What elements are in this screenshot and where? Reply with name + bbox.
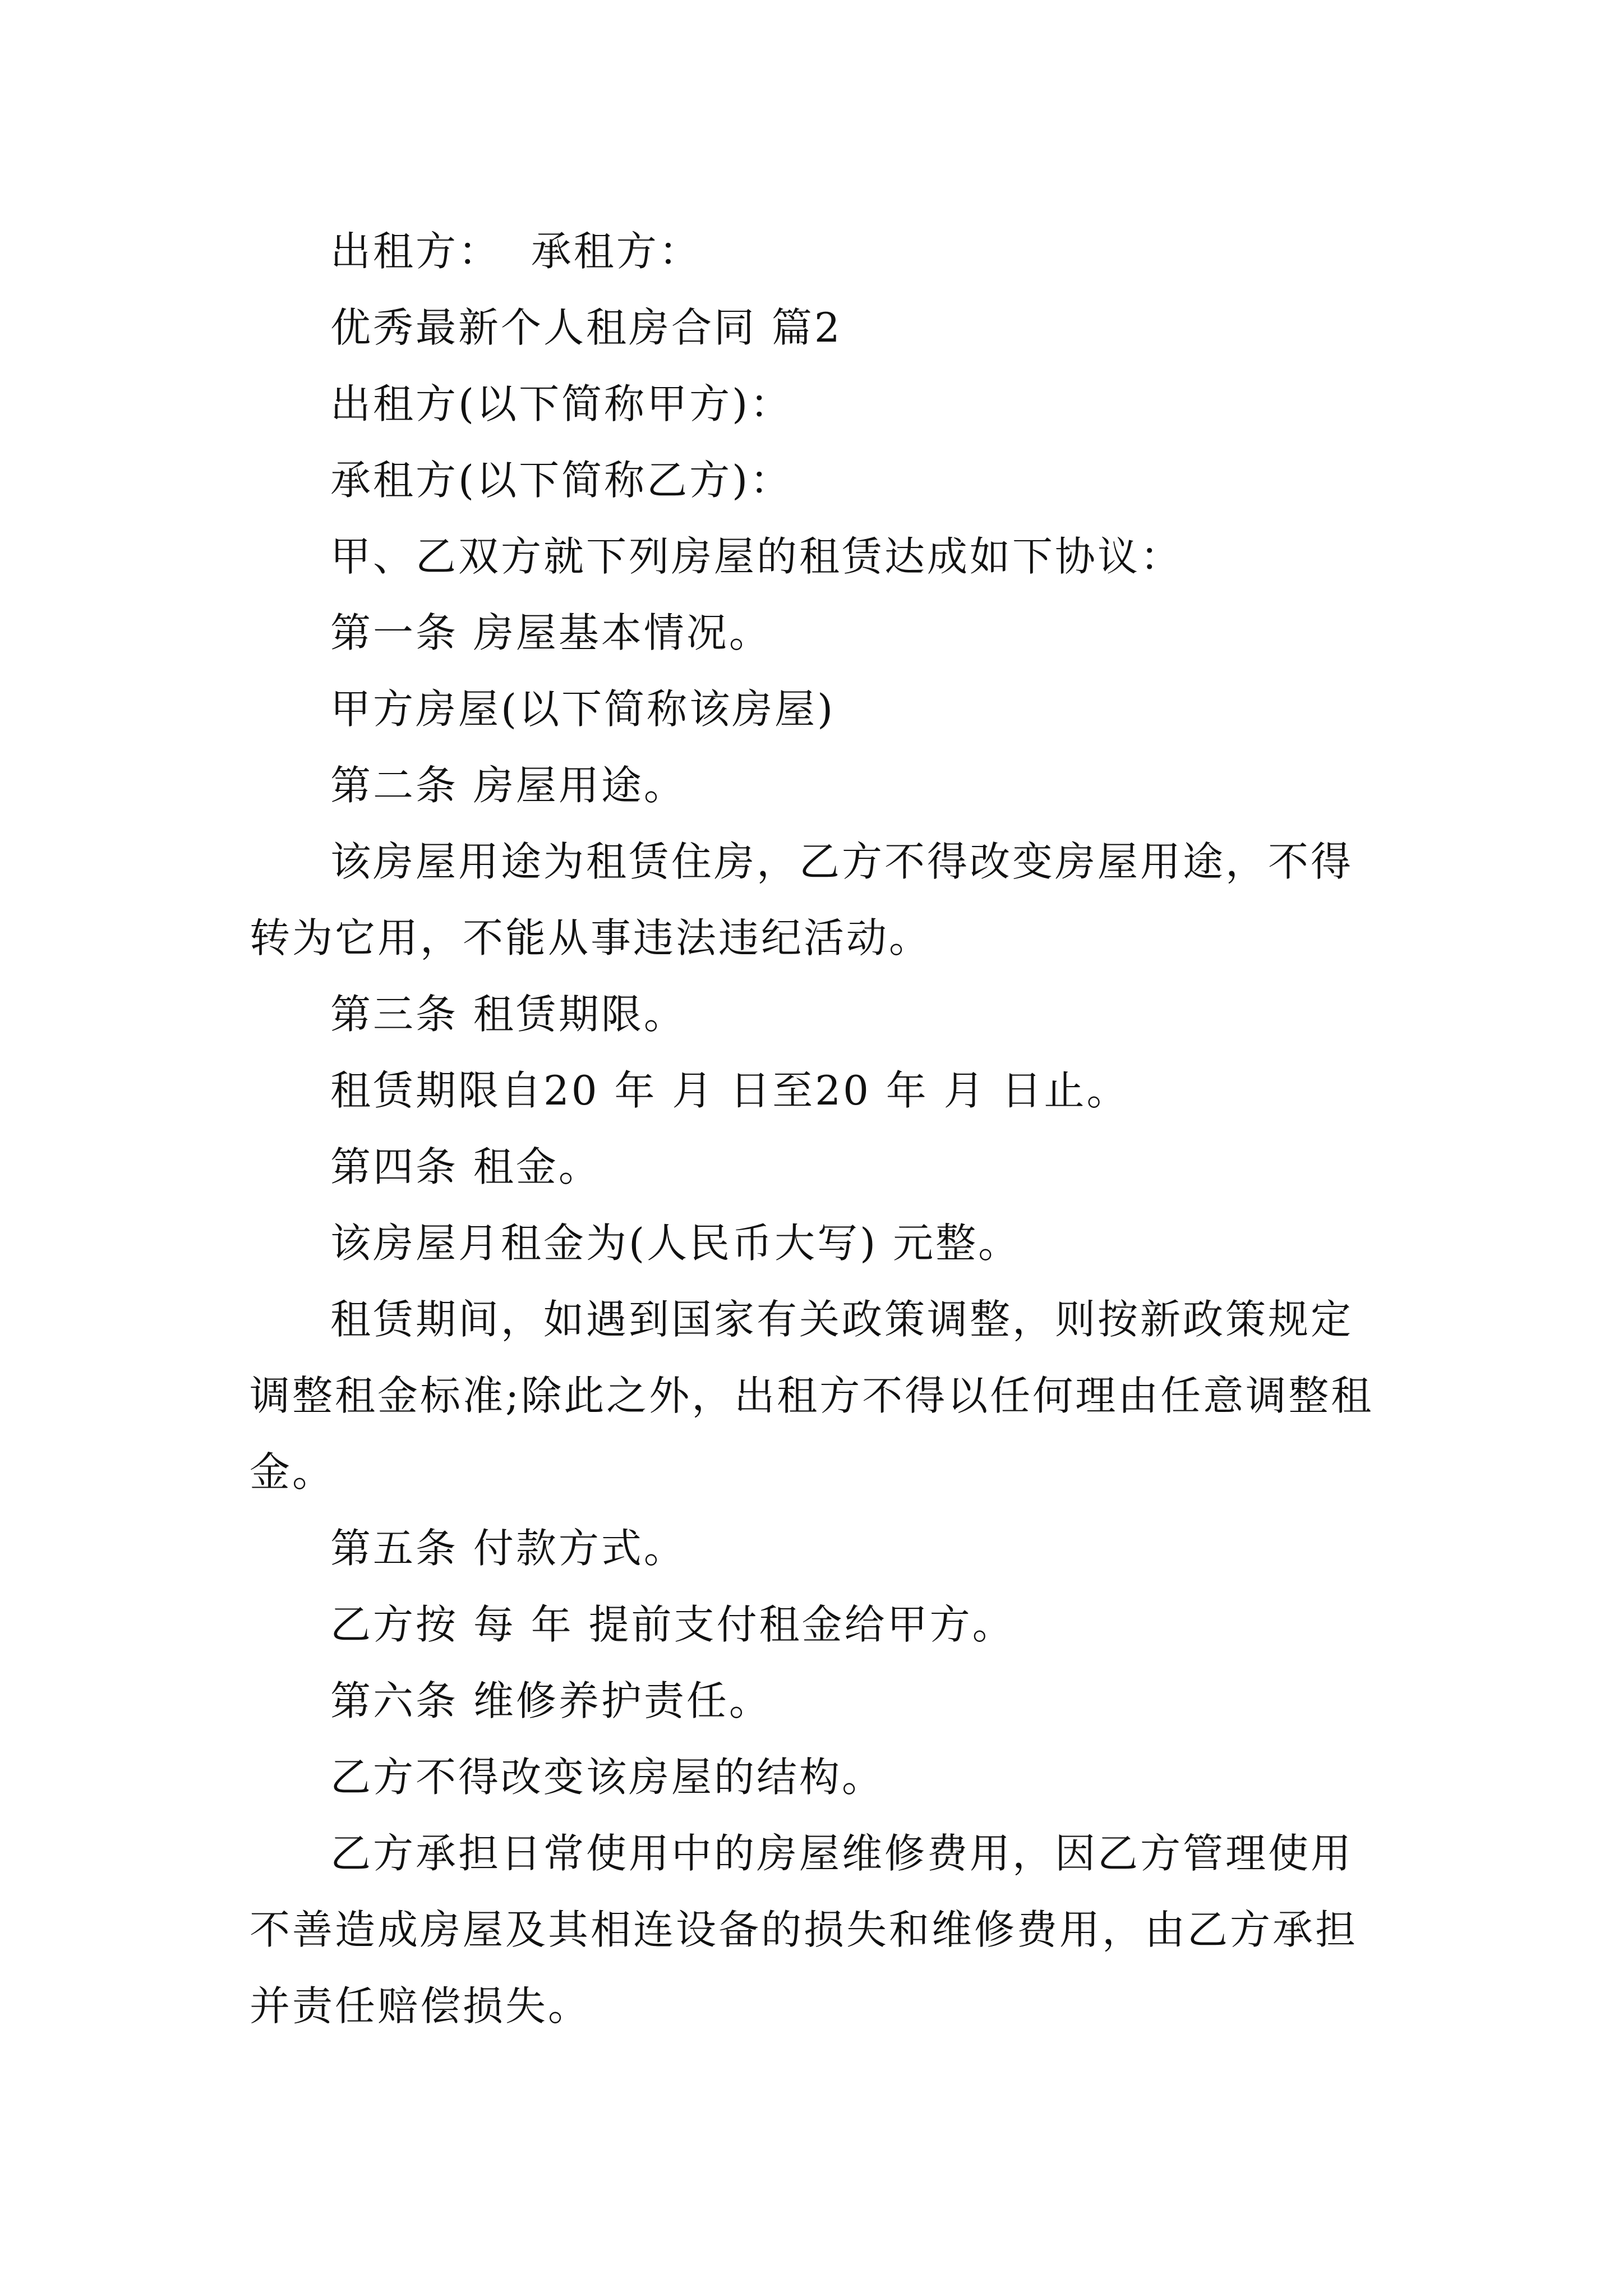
paragraph-article-1-heading: 第一条 房屋基本情况。	[330, 609, 772, 656]
paragraph-article-4-heading: 第四条 租金。	[330, 1143, 601, 1190]
paragraph-agreement-intro: 甲、乙双方就下列房屋的租赁达成如下协议：	[330, 533, 1183, 580]
paragraph-article-6-heading: 第六条 维修养护责任。	[330, 1677, 772, 1724]
paragraph-article-3-heading: 第三条 租赁期限。	[330, 991, 686, 1038]
paragraph-article-2-heading: 第二条 房屋用途。	[330, 762, 686, 809]
paragraph-article-3-body: 租赁期限自20 年 月 日至20 年 月 日止。	[330, 1067, 1129, 1114]
paragraph-article-4-adjustment: 租赁期间，如遇到国家有关政策调整，则按新政策规定调整租金标准;除此之外，出租方不得以任何理由任意调整租金。	[250, 1296, 1374, 1496]
paragraph-lessor: 出租方(以下简称甲方)：	[330, 380, 793, 427]
paragraph-contract-title: 优秀最新个人租房合同 篇2	[330, 304, 842, 351]
paragraph-lessee: 承租方(以下简称乙方)：	[330, 457, 793, 504]
paragraph-article-2-body: 该房屋用途为租赁住房，乙方不得改变房屋用途，不得转为它用，不能从事违法违纪活动。	[250, 838, 1354, 961]
paragraph-article-6-repairs: 乙方承担日常使用中的房屋维修费用，因乙方管理使用不善造成房屋及其相连设备的损失和维修费用，由乙方承担并责任赔偿损失。	[250, 1830, 1358, 2030]
document-body	[250, 213, 1388, 2044]
paragraph-article-1-body: 甲方房屋(以下简称该房屋)	[330, 685, 836, 733]
paragraph-article-6-structure: 乙方不得改变该房屋的结构。	[330, 1754, 885, 1801]
paragraph-article-4-body: 该房屋月租金为(人民币大写) 元整。	[330, 1220, 1021, 1267]
paragraph-article-5-heading: 第五条 付款方式。	[330, 1525, 686, 1572]
paragraph-article-5-body: 乙方按 每 年 提前支付租金给甲方。	[330, 1601, 1015, 1648]
paragraph-parties: 出租方： 承租方：	[330, 228, 702, 275]
